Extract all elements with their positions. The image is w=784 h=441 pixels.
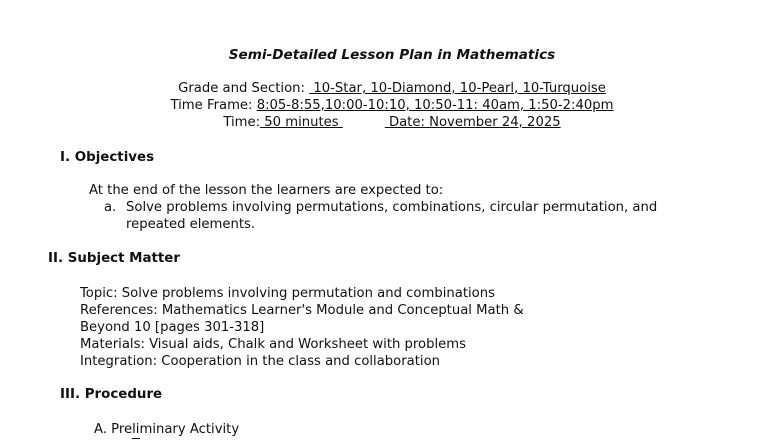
- time-value: 50 minutes: [260, 115, 343, 130]
- time-date-line: [0, 114, 784, 131]
- objective-item-text-line1: Solve problems involving permutations, combinations, circular permutation, and: [126, 200, 658, 215]
- document-title: Semi-Detailed Lesson Plan in Mathematics: [228, 47, 556, 63]
- time-frame-value: 8:05-8:55,10:00-10:10, 10:50-11: 40am, 1:50-2:40pm: [256, 98, 614, 113]
- cropped-list-bullet-fragment: [132, 438, 140, 439]
- procedure-heading: III. Procedure: [60, 387, 163, 402]
- subject-matter-topic: Topic: Solve problems involving permutation and combinations: [80, 286, 495, 301]
- grade-section-value: 10-Star, 10-Diamond, 10-Pearl, 10-Turquoise: [309, 81, 606, 96]
- preliminary-activity-heading: A. Preliminary Activity: [94, 422, 240, 437]
- subject-matter-materials: Materials: Visual aids, Chalk and Worksheet with problems: [80, 337, 466, 352]
- objective-item-marker: a.: [104, 200, 117, 215]
- subject-matter-integration: Integration: Cooperation in the class and collaboration: [80, 354, 440, 369]
- subject-matter-references: References: Mathematics Learner's Module and Conceptual Math &: [80, 303, 524, 318]
- grade-section-label: Grade and Section:: [178, 81, 310, 96]
- time-label: Time:: [223, 115, 261, 130]
- objectives-intro: At the end of the lesson the learners are expected to:: [89, 183, 444, 198]
- time-date-gap: [343, 115, 385, 130]
- time-frame-label: Time Frame:: [170, 98, 257, 113]
- objective-item-text-line2: repeated elements.: [126, 217, 256, 232]
- lesson-date: Date: November 24, 2025: [384, 115, 561, 130]
- time-frame-line: [0, 97, 784, 114]
- grade-section-line: [0, 80, 784, 97]
- subject-matter-references-cont: Beyond 10 [pages 301-318]: [80, 320, 265, 335]
- subject-matter-heading: II. Subject Matter: [48, 251, 180, 266]
- objectives-heading: I. Objectives: [60, 150, 155, 165]
